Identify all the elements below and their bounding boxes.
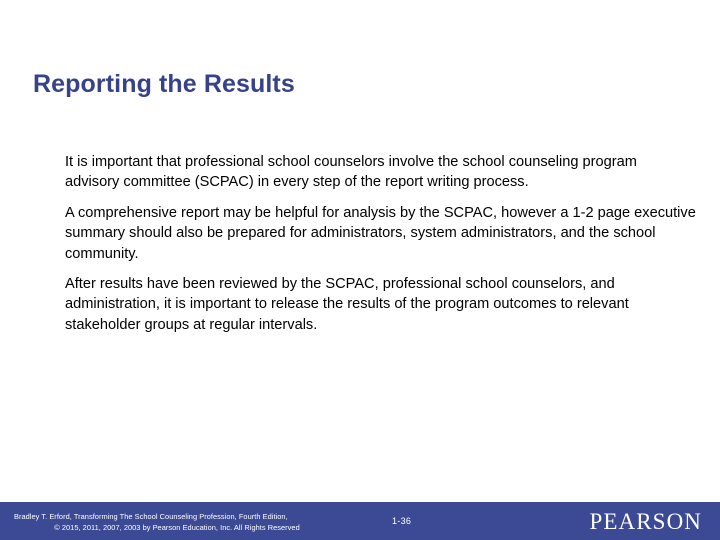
pearson-logo: PEARSON [589,509,702,534]
body-paragraph: After results have been reviewed by the SCPAC, professional school counselors, and administration, it is important to release the results of the program outcomes to relevant stakeholder groups at regular intervals. [65,276,629,333]
footer-credit-line-2: © 2015, 2011, 2007, 2003 by Pearson Education, Inc. All Rights Reserved [54,523,300,532]
footer-credit [14,511,374,533]
footer-bar [0,502,720,540]
body-paragraph: A comprehensive report may be helpful for analysis by the SCPAC, however a 1-2 page executive summary should also be prepared for administrators, system administrators, and the school community. [65,204,696,262]
slide-body [65,152,696,335]
page-title: Reporting the Results [33,69,295,98]
body-paragraph: It is important that professional school counselors involve the school counseling program advisory committee (SCPAC) in every step of the report writing process. [65,154,637,191]
page-number: 1-36 [392,516,412,526]
footer-credit-line-1: Bradley T. Erford, Transforming The School Counseling Profession, Fourth Edition, [14,512,288,521]
